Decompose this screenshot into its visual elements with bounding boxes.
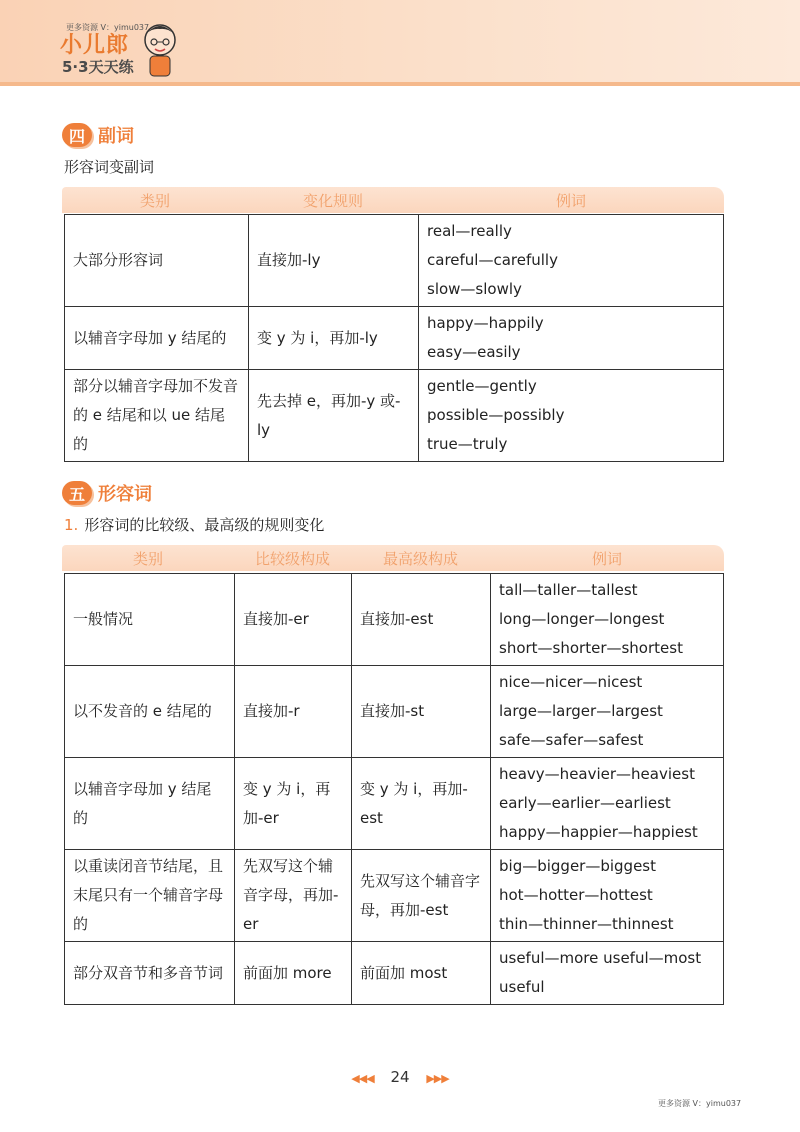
examples-cell (491, 666, 724, 758)
example-word: true—truly (427, 435, 508, 453)
column-header: 例词 (591, 549, 622, 568)
examples-cell (419, 215, 724, 307)
section-title: 副词 (98, 126, 134, 147)
example-word: short—shorter—shortest (499, 639, 683, 657)
example-word: happy—happier—happiest (499, 823, 698, 841)
series-subtitle: 5·3天天练 (62, 58, 134, 76)
comparative-cell: 前面加 more (235, 942, 352, 1005)
category-cell: 以重读闭音节结尾，且末尾只有一个辅音字母的 (65, 850, 235, 942)
table-row (65, 942, 724, 1005)
category-cell: 大部分形容词 (65, 215, 249, 307)
mascot-icon (140, 20, 180, 78)
table-header (62, 545, 724, 571)
example-word: big—bigger—biggest (499, 857, 656, 875)
example-word: long—longer—longest (499, 610, 665, 628)
example-word: heavy—heavier—heaviest (499, 765, 695, 783)
section-4-heading (62, 122, 134, 148)
table-row (65, 215, 724, 307)
examples-cell (491, 574, 724, 666)
examples-cell (491, 942, 724, 1005)
section-title: 形容词 (98, 484, 152, 505)
superlative-cell: 前面加 most (352, 942, 491, 1005)
table-row (65, 307, 724, 370)
adverb-rules-table (64, 214, 724, 462)
header-watermark: 更多资源 V：yimu037 (66, 23, 150, 32)
example-word: early—earlier—earliest (499, 794, 671, 812)
header-divider (0, 82, 800, 86)
category-cell: 部分以辅音字母加不发音的 e 结尾和以 ue 结尾的 (65, 370, 249, 462)
column-header: 最高级构成 (382, 549, 458, 568)
subheading-text: 形容词的比较级、最高级的规则变化 (84, 516, 325, 534)
example-word: possible—possibly (427, 406, 565, 424)
column-header: 类别 (132, 549, 163, 568)
example-word: useful—more useful—most (499, 949, 702, 967)
category-cell: 以不发音的 e 结尾的 (65, 666, 235, 758)
example-word: thin—thinner—thinnest (499, 915, 674, 933)
rule-cell: 直接加-ly (249, 215, 419, 307)
example-word: useful (499, 978, 545, 996)
column-header: 比较级构成 (254, 549, 330, 568)
comparative-cell: 直接加-r (235, 666, 352, 758)
superlative-cell: 直接加-est (352, 574, 491, 666)
page-navigation (0, 1068, 800, 1086)
comparison-rules-table (64, 573, 724, 1005)
table-row (65, 574, 724, 666)
next-arrows-icon: ▶▶▶ (426, 1072, 449, 1085)
example-word: easy—easily (427, 343, 521, 361)
column-header: 例词 (555, 191, 586, 210)
column-header: 类别 (139, 191, 170, 210)
table-row (65, 758, 724, 850)
footer-watermark: 更多资源 V：yimu037 (658, 1099, 742, 1108)
comparative-cell: 变 y 为 i，再加-er (235, 758, 352, 850)
examples-cell (491, 758, 724, 850)
example-word: happy—happily (427, 314, 544, 332)
example-word: real—really (427, 222, 512, 240)
category-cell: 以辅音字母加 y 结尾的 (65, 307, 249, 370)
examples-cell (491, 850, 724, 942)
superlative-cell: 变 y 为 i，再加-est (352, 758, 491, 850)
category-cell: 部分双音节和多音节词 (65, 942, 235, 1005)
section-number-badge: 五 (62, 481, 92, 505)
table-row (65, 666, 724, 758)
subheading-number: 1. (64, 516, 79, 534)
comparative-cell: 先双写这个辅音字母，再加-er (235, 850, 352, 942)
superlative-cell: 先双写这个辅音字母，再加-est (352, 850, 491, 942)
example-word: safe—safer—safest (499, 731, 644, 749)
rule-cell: 变 y 为 i，再加-ly (249, 307, 419, 370)
comparative-cell: 直接加-er (235, 574, 352, 666)
section-number-badge: 四 (62, 123, 92, 147)
page-number: 24 (390, 1068, 410, 1086)
examples-cell (419, 370, 724, 462)
superlative-cell: 直接加-st (352, 666, 491, 758)
example-word: large—larger—largest (499, 702, 663, 720)
example-word: slow—slowly (427, 280, 522, 298)
example-word: gentle—gently (427, 377, 537, 395)
category-cell: 一般情况 (65, 574, 235, 666)
section-5-heading (62, 480, 152, 506)
table-header (62, 187, 724, 213)
example-word: hot—hotter—hottest (499, 886, 653, 904)
table-row (65, 850, 724, 942)
section-4-subheading: 形容词变副词 (64, 158, 155, 176)
section-5-subheading (64, 514, 324, 535)
examples-cell (419, 307, 724, 370)
example-word: tall—taller—tallest (499, 581, 638, 599)
example-word: careful—carefully (427, 251, 558, 269)
category-cell: 以辅音字母加 y 结尾的 (65, 758, 235, 850)
column-header: 变化规则 (302, 191, 363, 210)
logo: 小儿郎 (60, 33, 130, 58)
example-word: nice—nicer—nicest (499, 673, 643, 691)
rule-cell: 先去掉 e，再加-y 或-ly (249, 370, 419, 462)
table-row (65, 370, 724, 462)
prev-arrows-icon: ◀◀◀ (351, 1072, 374, 1085)
